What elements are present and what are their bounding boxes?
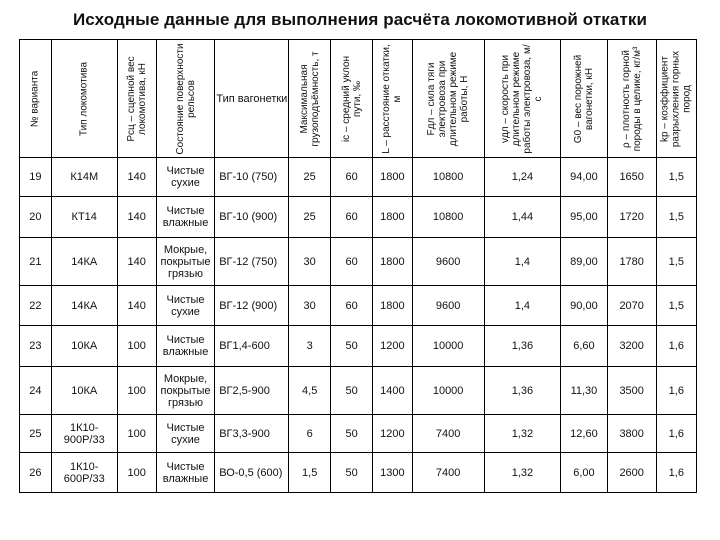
cell-distance: 1800 [373, 238, 412, 286]
cell-g0: 12,60 [561, 415, 608, 453]
cell-variant: 20 [20, 197, 52, 238]
cell-wagon-type: ВГ-10 (900) [215, 197, 289, 238]
cell-rho: 1780 [607, 238, 656, 286]
cell-v-dl: 1,4 [484, 286, 560, 326]
cell-slope: 60 [330, 286, 372, 326]
cell-kp: 1,6 [656, 367, 696, 415]
cell-capacity: 4,5 [289, 367, 330, 415]
header-slope: iс – средний уклон пути, ‰ [330, 40, 372, 158]
cell-slope: 60 [330, 238, 372, 286]
table-row [20, 453, 697, 493]
cell-slope: 60 [330, 197, 372, 238]
cell-slope: 50 [330, 453, 372, 493]
cell-distance: 1200 [373, 415, 412, 453]
cell-g0: 95,00 [561, 197, 608, 238]
cell-f-dl: 7400 [412, 415, 484, 453]
cell-rail-state: Чистые влажные [156, 197, 214, 238]
cell-slope: 50 [330, 326, 372, 367]
cell-rho: 3500 [607, 367, 656, 415]
cell-rho: 1650 [607, 158, 656, 197]
header-distance: L – расстояние откатки, м [373, 40, 412, 158]
cell-v-dl: 1,32 [484, 453, 560, 493]
table-row [20, 158, 697, 197]
cell-rho: 3200 [607, 326, 656, 367]
page-title: Исходные данные для выполнения расчёта локомотивной откатки [72, 10, 648, 29]
cell-f-dl: 10000 [412, 326, 484, 367]
cell-variant: 21 [20, 238, 52, 286]
header-v-dl: vдл – скорость при длительном режиме работы электровоза, м/с [484, 40, 560, 158]
cell-wagon-type: ВГ3,3-900 [215, 415, 289, 453]
cell-loco-type: 10КА [51, 326, 117, 367]
cell-v-dl: 1,36 [484, 326, 560, 367]
cell-g0: 6,00 [561, 453, 608, 493]
cell-rail-state: Чистые сухие [156, 158, 214, 197]
header-kp: kp – коэффициент разрыхления горных пород [656, 40, 696, 158]
header-wagon-type: Тип вагонетки [215, 40, 289, 158]
header-p-sc: Pсц – сцепной вес локомотива, кН [117, 40, 156, 158]
cell-v-dl: 1,24 [484, 158, 560, 197]
cell-v-dl: 1,4 [484, 238, 560, 286]
cell-p-sc: 140 [117, 238, 156, 286]
cell-rho: 2600 [607, 453, 656, 493]
cell-rho: 3800 [607, 415, 656, 453]
cell-v-dl: 1,32 [484, 415, 560, 453]
cell-variant: 24 [20, 367, 52, 415]
cell-f-dl: 9600 [412, 238, 484, 286]
table-row [20, 367, 697, 415]
cell-distance: 1400 [373, 367, 412, 415]
cell-rail-state: Чистые влажные [156, 453, 214, 493]
cell-v-dl: 1,44 [484, 197, 560, 238]
cell-capacity: 25 [289, 158, 330, 197]
cell-slope: 60 [330, 158, 372, 197]
table-row [20, 326, 697, 367]
cell-loco-type: 10КА [51, 367, 117, 415]
cell-distance: 1800 [373, 197, 412, 238]
cell-f-dl: 9600 [412, 286, 484, 326]
cell-capacity: 6 [289, 415, 330, 453]
cell-wagon-type: ВГ-12 (750) [215, 238, 289, 286]
cell-v-dl: 1,36 [484, 367, 560, 415]
cell-f-dl: 10800 [412, 158, 484, 197]
header-loco-type: Тип локомотива [51, 40, 117, 158]
cell-variant: 22 [20, 286, 52, 326]
cell-loco-type: К14М [51, 158, 117, 197]
cell-kp: 1,6 [656, 326, 696, 367]
cell-g0: 90,00 [561, 286, 608, 326]
header-variant: № варианта [20, 40, 52, 158]
cell-f-dl: 10000 [412, 367, 484, 415]
cell-capacity: 25 [289, 197, 330, 238]
cell-p-sc: 100 [117, 453, 156, 493]
cell-distance: 1800 [373, 158, 412, 197]
cell-kp: 1,5 [656, 286, 696, 326]
cell-capacity: 30 [289, 286, 330, 326]
table-row [20, 415, 697, 453]
cell-f-dl: 10800 [412, 197, 484, 238]
cell-rail-state: Чистые влажные [156, 326, 214, 367]
cell-capacity: 1,5 [289, 453, 330, 493]
cell-loco-type: 1К10-600Р/33 [51, 453, 117, 493]
cell-f-dl: 7400 [412, 453, 484, 493]
cell-p-sc: 100 [117, 415, 156, 453]
cell-variant: 19 [20, 158, 52, 197]
cell-p-sc: 140 [117, 286, 156, 326]
cell-distance: 1200 [373, 326, 412, 367]
cell-loco-type: КТ14 [51, 197, 117, 238]
table-row [20, 197, 697, 238]
cell-variant: 26 [20, 453, 52, 493]
header-rho: ρ – плотность горной породы в целике, кг/м³ [607, 40, 656, 158]
cell-g0: 11,30 [561, 367, 608, 415]
cell-wagon-type: ВГ1,4-600 [215, 326, 289, 367]
cell-kp: 1,6 [656, 415, 696, 453]
header-f-dl: Fдл – сила тяги электровоза при длительном режиме работы, Н [412, 40, 484, 158]
cell-g0: 94,00 [561, 158, 608, 197]
cell-rail-state: Чистые сухие [156, 415, 214, 453]
cell-rail-state: Мокрые, покрытые грязью [156, 238, 214, 286]
cell-rho: 2070 [607, 286, 656, 326]
cell-p-sc: 140 [117, 197, 156, 238]
cell-kp: 1,5 [656, 158, 696, 197]
cell-rail-state: Чистые сухие [156, 286, 214, 326]
cell-variant: 25 [20, 415, 52, 453]
table-body [20, 158, 697, 493]
cell-loco-type: 1К10-900Р/33 [51, 415, 117, 453]
table-row [20, 238, 697, 286]
cell-p-sc: 100 [117, 367, 156, 415]
cell-kp: 1,6 [656, 453, 696, 493]
header-g0: G0 – вес порожней вагонетки, кН [561, 40, 608, 158]
cell-p-sc: 140 [117, 158, 156, 197]
cell-wagon-type: ВГ-12 (900) [215, 286, 289, 326]
cell-wagon-type: ВГ-10 (750) [215, 158, 289, 197]
cell-capacity: 3 [289, 326, 330, 367]
header-capacity: Максимальная грузоподъёмность, т [289, 40, 330, 158]
cell-g0: 6,60 [561, 326, 608, 367]
cell-distance: 1300 [373, 453, 412, 493]
cell-distance: 1800 [373, 286, 412, 326]
cell-wagon-type: ВГ2,5-900 [215, 367, 289, 415]
header-rail-state: Состояние поверхности рельсов [156, 40, 214, 158]
cell-wagon-type: ВО-0,5 (600) [215, 453, 289, 493]
cell-p-sc: 100 [117, 326, 156, 367]
cell-kp: 1,5 [656, 238, 696, 286]
cell-g0: 89,00 [561, 238, 608, 286]
table-row [20, 286, 697, 326]
cell-slope: 50 [330, 415, 372, 453]
cell-loco-type: 14КА [51, 286, 117, 326]
cell-variant: 23 [20, 326, 52, 367]
cell-loco-type: 14КА [51, 238, 117, 286]
data-table [19, 39, 697, 493]
cell-kp: 1,5 [656, 197, 696, 238]
cell-rho: 1720 [607, 197, 656, 238]
cell-rail-state: Мокрые, покрытые грязью [156, 367, 214, 415]
cell-slope: 50 [330, 367, 372, 415]
header-row [20, 40, 697, 158]
cell-capacity: 30 [289, 238, 330, 286]
